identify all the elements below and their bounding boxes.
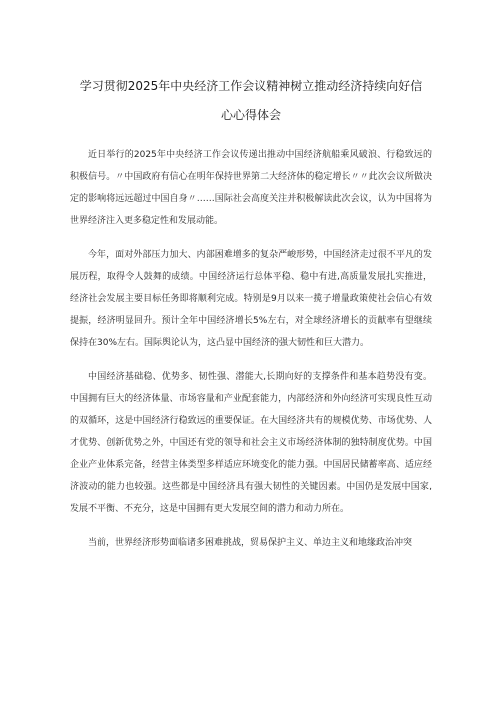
paragraph-3: 中国经济基础稳、优势多、韧性强、潜能大,长期向好的支撑条件和基本趋势没有变。中国拥有巨大的经济体量、市场容量和产业配套能力，内部经济和外向经济可实现良性互动的双循环，这是中国经济行稳致远的重要保证。在大国经济共有的规模优势、市场优势、人才优势、创新优势之外，中国还有党的领导和社会主义市场经济体制的独特制度优势。中国企业产业体系完备，经营主体类型多样适应环境变化的能力强。中国居民储蓄率高、适应经济波动的能力也较强。这些都是中国经济具有强大韧性的关键因素。中国仍是发展中国家,发展不平衡、不充分，这是中国拥有更大发展空间的潜力和动力所在。 <box>70 372 432 514</box>
paragraph-4: 当前，世界经济形势面临诸多困难挑战，贸易保护主义、单边主义和地缘政治冲突 <box>88 538 413 548</box>
document-title <box>70 72 432 130</box>
paragraph-1: 近日举行的2025年中央经济工作会议传递出推动中国经济航船乘风破浪、行稳致远的积极信号。〃中国政府有信心在明年保持世界第二大经济体的稳定增长〃〃此次会议所做决定的影响将远远超过中国自身〃……国际社会高度关注并积极解读此次会议，认为中国将为世界经济注入更多稳定性和发展动能。 <box>70 150 432 226</box>
paragraph-2: 今年，面对外部压力加大、内部困难增多的复杂严峻形势，中国经济走过很不平凡的发展历程，取得令人鼓舞的成绩。中国经济运行总体平稳、稳中有进,高质量发展扎实推进，经济社会发展主要目标任务即将顺利完成。特别是9月以来一揽子增量政策使社会信心有效提振，经济明显回升。预计全年中国经济增长5%左右，对全球经济增长的贡献率有望继续保持在30%左右。国际舆论认为，这凸显中国经济的强大韧性和巨大潜力。 <box>70 250 432 348</box>
title-line-1: 学习贯彻2025年中央经济工作会议精神树立推动经济持续向好信 <box>79 79 423 93</box>
document-page <box>70 72 432 554</box>
title-line-2: 心心得体会 <box>220 108 281 122</box>
